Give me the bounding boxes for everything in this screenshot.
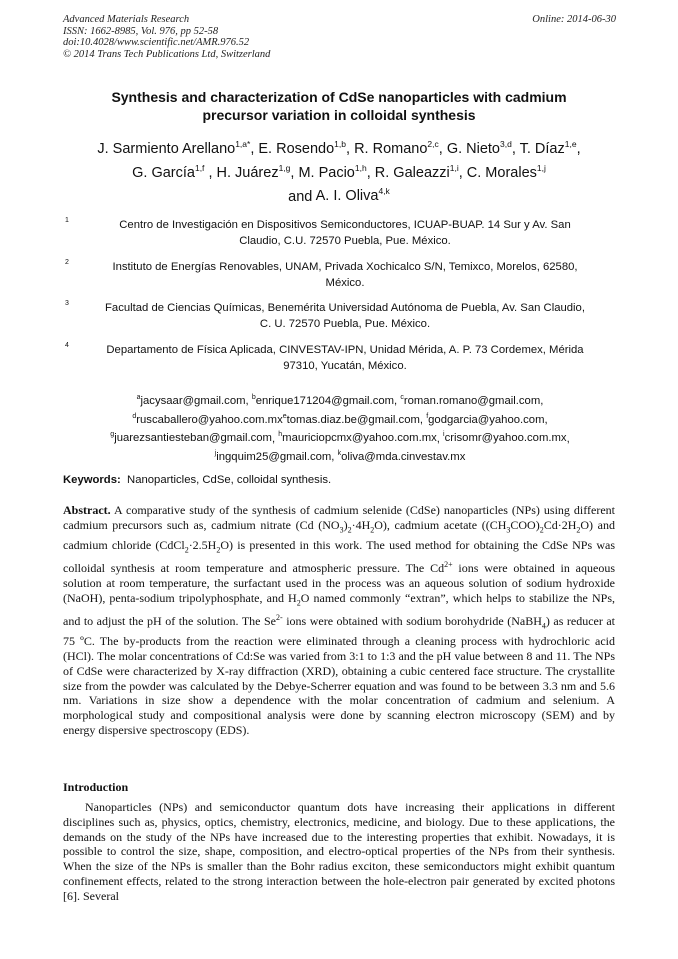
affiliation: 3 Facultad de Ciencias Químicas, Benemérita Universidad Autónoma de Puebla, Av. San Claudio, C. U. 72570 Puebla, Pue. México. [65,300,585,330]
affiliation: 1 Centro de Investigación en Dispositivos Semiconductores, ICUAP-BUAP. 14 Sur y Av. San Claudio, C.U. 72570 Puebla, Pue. México. [65,217,571,247]
keywords-text: Nanoparticles, CdSe, colloidal synthesis. [127,474,332,486]
author: E. Rosendo$^{1,b}$ [258,139,346,157]
online-date: Online: 2014-06-30 [532,14,616,25]
author: A. I. Oliva$^{4,k}$ [315,186,390,205]
email: $^j$ingquim25@gmail.com [214,450,332,464]
paper-title [40,88,638,124]
copyright: © 2014 Trans Tech Publications Ltd, Switzerland [63,48,271,60]
email: $^g$juarezsantiesteban@gmail.com [110,431,272,445]
running-header [63,14,616,60]
email: $^b$enrique171204@gmail.com [251,394,395,407]
author: G. Nieto$^{3,d}$ [446,139,512,157]
title-line-2: precursor variation in colloidal synthesis [202,107,476,123]
email: $^i$crisomr@yahoo.com.mx [443,431,567,445]
email: $^d$ruscaballero@yahoo.com.mx [132,412,283,426]
email: $^k$oliva@mda.cinvestav.mx [337,450,466,464]
email: $^a$jacysaar@gmail.com [136,394,246,407]
keywords-label: Keywords: [63,474,121,486]
affiliation: 2 Instituto de Energías Renovables, UNAM, Privada Xochicalco S/N, Temixco, Morelos, 62580, México. [65,259,578,289]
author: G. García$^{1,f}$ [132,162,205,181]
author-and: and [288,188,313,205]
author: H. Juárez$^{1,g}$ [216,162,291,181]
intro-paragraph: Nanoparticles (NPs) and semiconductor quantum dots have increasing their applications in different disciplines such as, physics, optics, chemistry, electronics, medicine, and biology. Due to these applications, the demands on the study of the NPs have increased due to the interesting properties that exhibit. Nowadays, it is possible to control the size, shape, composition, and electro-optical properties of the NPs from their synthesis. When the size of the NPs is smaller than the Bohr radius exciton, these semiconductors might exhibit quantum confinement effects, related to the strong interaction between the hole-electron pair generated by excited photons [6]. Several [63,800,615,903]
author: J. Sarmiento Arellano$^{1,a*}$ [97,139,251,157]
author: C. Morales$^{1,j}$ [466,162,546,181]
email: $^f$godgarcia@yahoo.com [426,412,545,426]
email: $^h$mauriciopcmx@yahoo.com.mx [278,431,437,445]
keywords [63,474,331,486]
doi: doi:10.4028/www.scientific.net/AMR.976.52 [63,37,250,48]
author-list: J. Sarmiento Arellano$^{1,a*}$, E. Rosendo$^{1,b}$, R. Romano$^{2,c}$, G. Nieto$^{3,d}$, T. Díaz$^{1,e}$, G. García$^{1,f}$ , H. Juárez$^{1,g}$, M. Pacio$^{1,h}$, R. Galeazzi$^{1,i}$, C. Morales$^{1,j}$ and A. I. Oliva$^{4,k}$ [97,139,581,205]
author: T. Díaz$^{1,e}$ [519,139,577,157]
abstract: Abstract. A comparative study of the synthesis of cadmium selenide (CdSe) nanoparticles (NPs) using different cadmium precursors such as, cadmium nitrate (Cd $(NO_3)_2\cdot 4H_2O$), cadmium acetate $((CH_3COO)_2Cd\cdot 2H_2O)$ and cadmium chloride $(CdCl_2\cdot 2.5H_2O)$ is presented in this work. The used method for obtaining the CdSe NPs was colloidal synthesis at room temperature and atmospheric pressure. The $Cd^{2+}$ ions were obtained in aqueous solution at room temperature, the surfactant used in the process was an aqueous solution of sodium hydroxide (NaOH), penta-sodium tripolyphosphate, and $H_2O$ named commonly “extran”, which helps to stabilize the NPs, and to adjust the pH of the solution. The $Se^{2-}$ ions were obtained with sodium borohydride (NaBH$_4$) as reducer at 75 ºC. The by-products from the reaction were eliminated through a cleaning process with hydrochloric acid (HCl). The molar concentrations of Cd:Se was varied from 3:1 to 1:3 and the pH value between 8 and 11. The NPs of CdSe were characterized by X-ray diffraction (XRD), obtaining a cubic centered face structure. The crystallite size from the powder was calculated by the Debye-Scherrer equation and was found to be between 3.3 nm and 5.6 nm. Variations in size show a dependence with the molar concentration of cadmium and selenium. A morphological study and compositional analysis were done by scanning electron microscopy (SEM) and by energy dispersive spectroscopy (EDS). [63,503,616,737]
section-heading: Introduction [63,780,129,794]
author: M. Pacio$^{1,h}$ [298,162,367,181]
abstract-label: Abstract. [63,503,111,517]
email-list: $^a$jacysaar@gmail.com, $^b$enrique171204@gmail.com, $^c$roman.romano@gmail.com, $^druscaballero@yahoo.com.mx^etomas.diaz.be@gmail.com$, $^f$godgarcia@yahoo.com, $^g$juarezsantiesteban@gmail.com, $^h$mauriciopcmx@yahoo.com.mx, $^i$crisomr@yahoo.com.mx, $^j$ingquim25@gmail.com, $^k$oliva@mda.cinvestav.mx [110,394,570,464]
author: R. Galeazzi$^{1,i}$ [374,162,459,181]
email: $^c$roman.romano@gmail.com [400,394,541,407]
author: R. Romano$^{2,c}$ [354,139,439,157]
issn: ISSN: 1662-8985, Vol. 976, pp 52-58 [63,25,219,37]
email: $^e$tomas.diaz.be@gmail.com [282,412,420,426]
journal-name: Advanced Materials Research [63,14,190,25]
affiliation: 4 Departamento de Física Aplicada, CINVESTAV-IPN, Unidad Mérida, A. P. 73 Cordemex, Mérida 97310, Yucatán, México. [65,342,584,372]
title-line-1: Synthesis and characterization of CdSe nanoparticles with cadmium [111,89,567,105]
